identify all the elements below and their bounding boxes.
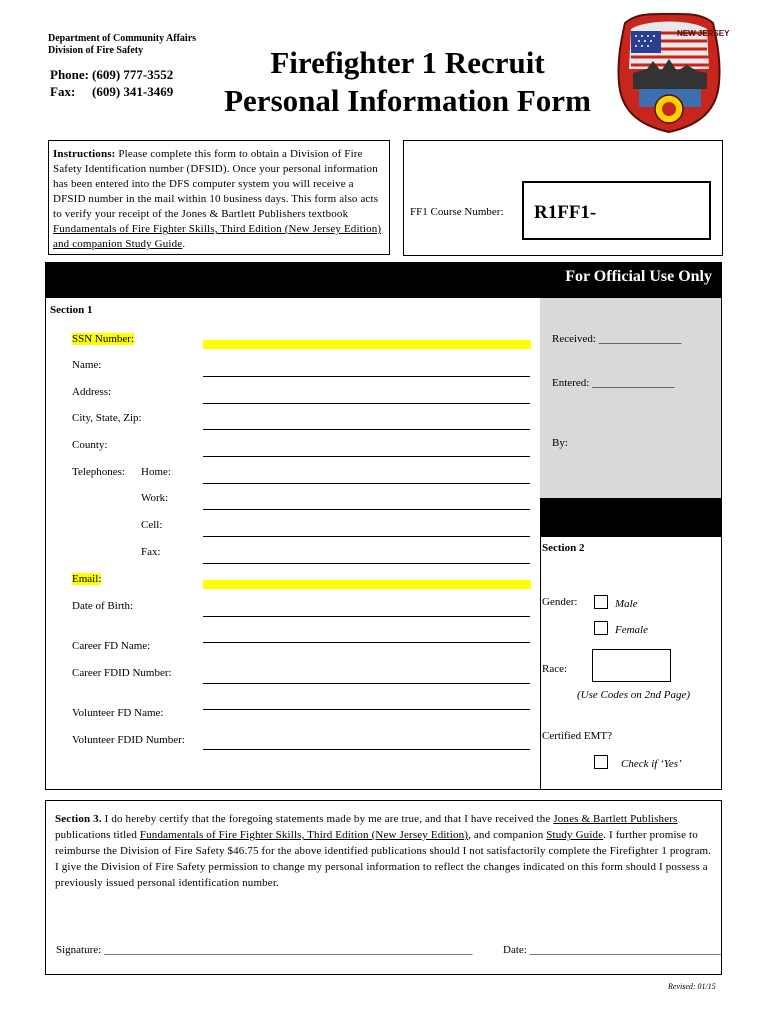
volunteer-fdid-label: Volunteer FDID Number: bbox=[72, 734, 185, 746]
male-checkbox[interactable] bbox=[594, 595, 608, 609]
fax-input[interactable] bbox=[203, 563, 530, 564]
work-phone-label: Work: bbox=[141, 492, 169, 504]
name-label: Name: bbox=[72, 359, 102, 371]
book-title: Fundamentals of Fire Fighter Skills, Third Edition (New Jersey Edition) bbox=[139, 829, 469, 841]
instructions-text: Please complete this form to obtain a Division of Fire Safety Identification number (DFSID). Once your personal information has been entered into the DFS computer system you will receive a DFSID number in the mail within 10 business days. This form also acts to verify your receipt of the Jones & Bartlett Publishers textbook bbox=[53, 148, 379, 220]
fax-label: Fax: bbox=[141, 546, 161, 558]
blank-line[interactable] bbox=[203, 642, 530, 643]
email-label: Email: bbox=[72, 573, 102, 585]
title-line-2: Personal Information Form bbox=[224, 83, 591, 118]
county-input[interactable] bbox=[203, 456, 530, 457]
signature-field[interactable]: Signature: ___________________________________________________________________ bbox=[56, 944, 473, 956]
section-1-title: Section 1 bbox=[50, 304, 93, 316]
course-number-label: FF1 Course Number: bbox=[410, 206, 504, 218]
race-note: (Use Codes on 2nd Page) bbox=[577, 689, 691, 701]
gender-label: Gender: bbox=[542, 596, 578, 608]
official-use-header: For Official Use Only bbox=[45, 262, 722, 298]
instructions-end: . bbox=[182, 238, 186, 250]
contact-block bbox=[50, 66, 173, 100]
date-of-birth-input[interactable] bbox=[203, 616, 530, 617]
certified-emt-label: Certified EMT? bbox=[542, 730, 612, 742]
department-name: Department of Community Affairs bbox=[48, 33, 197, 44]
certification-text: publications titled bbox=[55, 829, 140, 841]
race-input[interactable] bbox=[592, 649, 671, 682]
volunteer-fdid-input[interactable] bbox=[203, 749, 530, 750]
department-heading bbox=[48, 33, 196, 57]
work-phone-input[interactable] bbox=[203, 509, 530, 510]
fax-label: Fax: bbox=[50, 84, 76, 99]
revision-date: Revised: 01/15 bbox=[668, 982, 716, 991]
section-2-title: Section 2 bbox=[542, 542, 585, 554]
phone-label: Phone: bbox=[50, 67, 89, 82]
received-field[interactable]: Received: _______________ bbox=[552, 333, 682, 345]
division-name: Division of Fire Safety bbox=[48, 45, 144, 56]
section-3-title: Section 3. bbox=[55, 813, 102, 825]
email-input[interactable] bbox=[203, 580, 531, 589]
home-phone-input[interactable] bbox=[203, 483, 530, 484]
form-title bbox=[200, 44, 615, 120]
emt-checkbox[interactable] bbox=[594, 755, 608, 769]
course-number-field[interactable]: R1FF1- bbox=[522, 181, 711, 240]
career-fd-name-label: Career FD Name: bbox=[72, 640, 151, 652]
career-fdid-input[interactable] bbox=[203, 683, 530, 684]
logo-text-state: NEW JERSEY bbox=[677, 29, 730, 38]
address-input[interactable] bbox=[203, 403, 530, 404]
study-guide-title: Study Guide bbox=[546, 829, 604, 841]
volunteer-fd-name-label: Volunteer FD Name: bbox=[72, 707, 164, 719]
volunteer-fd-name-input[interactable] bbox=[203, 709, 530, 710]
instructions-lead: Instructions: bbox=[53, 148, 116, 160]
city-state-zip-label: City, State, Zip: bbox=[72, 412, 142, 424]
city-state-zip-input[interactable] bbox=[203, 429, 530, 430]
ssn-input[interactable] bbox=[203, 340, 531, 349]
fire-safety-badge-logo bbox=[617, 11, 730, 135]
race-label: Race: bbox=[542, 663, 568, 675]
date-field[interactable]: Date: ___________________________________ bbox=[503, 944, 723, 956]
address-label: Address: bbox=[72, 386, 112, 398]
ssn-label: SSN Number: bbox=[72, 333, 135, 345]
certification-text: , and companion bbox=[468, 829, 547, 841]
telephones-label: Telephones: bbox=[72, 466, 125, 478]
phone-number: (609) 777-3552 bbox=[92, 67, 174, 82]
date-of-birth-label: Date of Birth: bbox=[72, 600, 134, 612]
emt-check-note: Check if ‘Yes’ bbox=[621, 758, 682, 770]
certification-text: I do hereby certify that the foregoing statements made by me are true, and that I have received the bbox=[101, 813, 554, 825]
cell-phone-label: Cell: bbox=[141, 519, 163, 531]
female-label: Female bbox=[615, 624, 648, 636]
title-line-1: Firefighter 1 Recruit bbox=[270, 45, 545, 80]
female-checkbox[interactable] bbox=[594, 621, 608, 635]
section-divider-bar bbox=[540, 498, 722, 536]
instructions-book-title: Fundamentals of Fire Fighter Skills, Third Edition (New Jersey Edition) and companion Study Guide bbox=[53, 223, 382, 250]
home-phone-label: Home: bbox=[141, 466, 171, 478]
entered-field[interactable]: Entered: _______________ bbox=[552, 377, 675, 389]
official-use-panel bbox=[540, 298, 722, 498]
fax-number: (609) 341-3469 bbox=[92, 84, 174, 99]
certification-text: . I further promise to reimburse the Division of Fire Safety $46.75 for the above identified publications should I not satisfactorily complete the Firefighter 1 program. I give the Division of Fire Safety permission to change my personal information to reflect the changes indicated on this form should I possess a previously issued personal identification number. bbox=[55, 829, 712, 889]
cell-phone-input[interactable] bbox=[203, 536, 530, 537]
name-input[interactable] bbox=[203, 376, 530, 377]
by-field[interactable]: By: bbox=[552, 437, 568, 449]
career-fdid-label: Career FDID Number: bbox=[72, 667, 172, 679]
county-label: County: bbox=[72, 439, 108, 451]
publisher-name: Jones & Bartlett Publishers bbox=[553, 813, 678, 825]
male-label: Male bbox=[615, 598, 638, 610]
instructions-box bbox=[48, 140, 390, 255]
